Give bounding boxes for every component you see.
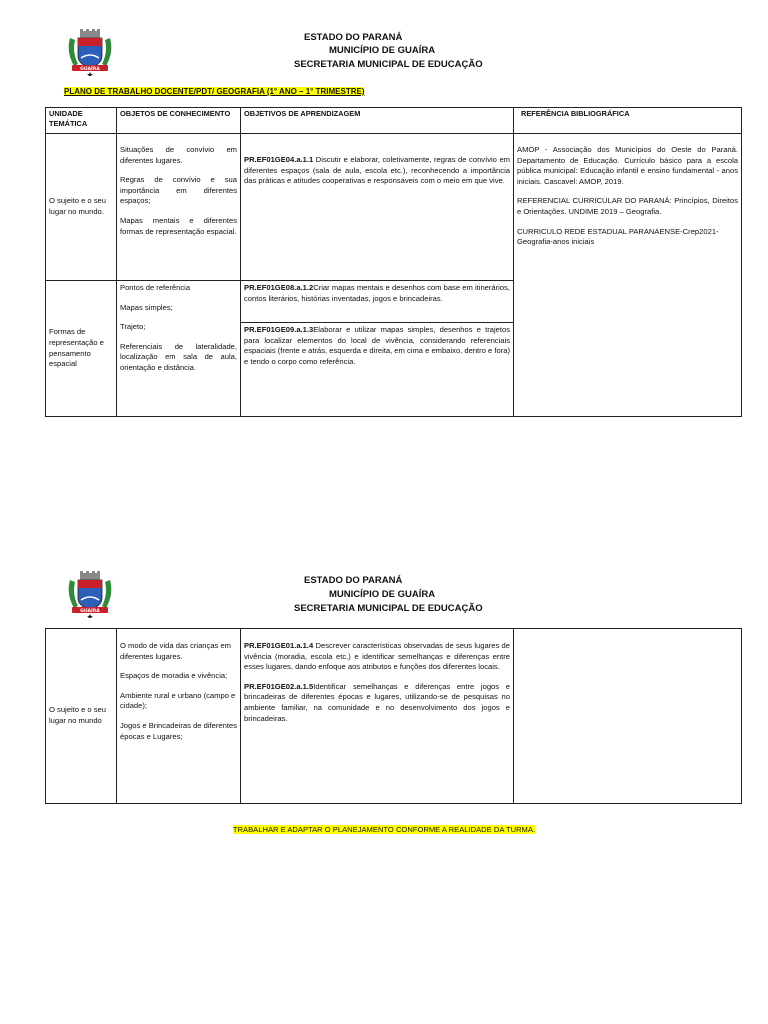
objective-text: Identificar semelhanças e diferenças entre jogos e brincadeiras de diferentes épocas e lugares, utilizando-se de pesquisas no ambiente familiar, na comunidade e no desenvolvimento dos jogos e brincadeiras. [244,681,510,723]
svg-text:GUAÍRA: GUAÍRA [80,608,100,614]
references-cell [514,134,742,417]
objective-block [241,281,513,323]
object-item: Referenciais de lateralidade, localização em sala de aula, orientação e distância. [120,341,237,372]
objective-code: PR.EF01GE02.a.1.5 [244,681,314,691]
object-item: Pontos de referência [120,283,191,292]
objective-block [244,641,510,673]
unit-cell: Formas de representação e pensamento espacial [46,281,117,417]
object-item: Jogos e Brincadeiras de diferentes épocas e Lugares; [120,720,237,741]
objective-code: PR.EF01GE04.a.1.1 [244,155,314,164]
header-objectives: OBJETIVOS DE APRENDIZAGEM [241,108,514,134]
header-secretariat: SECRETARIA MUNICIPAL DE EDUCAÇÃO [294,59,483,70]
header-municipality: MUNICÍPIO DE GUAÍRA [329,45,436,56]
objective-text: Criar mapas mentais e desenhos com base em itinerários, contos literários, histórias inventadas, jogos e brincadeiras. [244,283,510,303]
header-references: REFERÊNCIA BIBLIOGRÁFICA [514,108,742,134]
table-row [46,629,742,804]
object-item: O modo de vida das crianças em diferentes lugares. [120,641,232,661]
reference-item: CURRICULO REDE ESTADUAL PARANAENSE-Crep2021-Geografia-anos iniciais [517,226,719,247]
object-item: Trajeto; [120,322,146,332]
objective-cell [241,629,514,804]
objective-text: Elaborar e utilizar mapas simples, desenhos e trajetos para localizar elementos do local de vivência, considerando referenciais espaciais (frente e atrás, esquerda e direita, em cima e embaixo, dentro e fora) e tendo o corpo como referência. [244,325,510,366]
reference-item: AMOP - Associação dos Municípios do Oeste do Paraná. Departamento de Educação. Currículo básico para a escola pública municipal: Educação infantil e ensino fundamental - anos iniciais. Cascavel: AMOP, 2019. [517,145,738,186]
table-row [46,134,742,281]
footer-note-wrap [0,825,768,834]
curriculum-table-1 [45,107,742,417]
header-objects: OBJETOS DE CONHECIMENTO [117,108,241,134]
objective-block [241,323,513,369]
header-secretariat: SECRETARIA MUNICIPAL DE EDUCAÇÃO [294,603,483,614]
objective-text: Descrever características observadas de seus lugares de vivência (moradia, escola etc.) e identificar semelhanças e diferenças entre esses lugares, dando enfoque aos atributos e funções dos diferentes locais. [244,641,510,672]
objective-code: PR.EF01GE08.a.1.2 [244,283,314,292]
objective-block [244,682,510,724]
object-item: Regras de convívio e sua importância em diferentes espaços; [120,175,237,206]
object-item: Mapas simples; [120,302,173,312]
object-item: Ambiente rural e urbano (campo e cidade); [120,690,236,711]
objective-text: Discutir e elaborar, coletivamente, regras de convívio em diferentes espaços (sala de aula, escola etc.), reconhecendo a importância das práticas e atitudes cooperativas e responsáveis com o meio em que vive. [244,155,510,186]
unit-cell: O sujeito e o seu lugar no mundo [46,629,117,804]
objects-cell [117,134,241,281]
reference-item: REFERENCIAL CURRICULAR DO PARANÁ: Princípios, Direitos e Orientações. UNDIME 2019 – Geografia. [517,196,738,216]
object-item: Situações de convívio em diferentes lugares. [120,145,237,165]
footer-note: TRABALHAR E ADAPTAR O PLANEJAMENTO CONFORME A REALIDADE DA TURMA. [232,825,536,834]
plan-title: PLANO DE TRABALHO DOCENTE/PDT/ GEOGRAFIA (1° ANO – 1° TRIMESTRE) [64,87,365,96]
svg-text:GUAÍRA: GUAÍRA [80,66,100,72]
guaira-crest-logo [64,28,116,76]
guaira-crest-logo [64,570,116,618]
header-state: ESTADO DO PARANÁ [304,32,403,43]
unit-cell: O sujeito e o seu lugar no mundo. [46,134,117,281]
table-header-row [46,108,742,134]
objects-cell [117,629,241,804]
curriculum-table-2 [45,628,742,804]
objective-code: PR.EF01GE09.a.1.3 [244,325,314,334]
objective-code: PR.EF01GE01.a.1.4 [244,641,314,650]
object-item: Espaços de moradia e vivência; [120,671,228,681]
objects-cell [117,281,241,417]
references-cell-empty [514,629,742,804]
object-item: Mapas mentais e diferentes formas de representação espacial. [120,215,237,236]
header-unit: UNIDADE TEMÁTICA [46,108,117,134]
objective-cell [241,281,514,417]
objective-cell [241,134,514,281]
header-state: ESTADO DO PARANÁ [304,575,403,586]
header-municipality: MUNICÍPIO DE GUAÍRA [329,589,436,600]
